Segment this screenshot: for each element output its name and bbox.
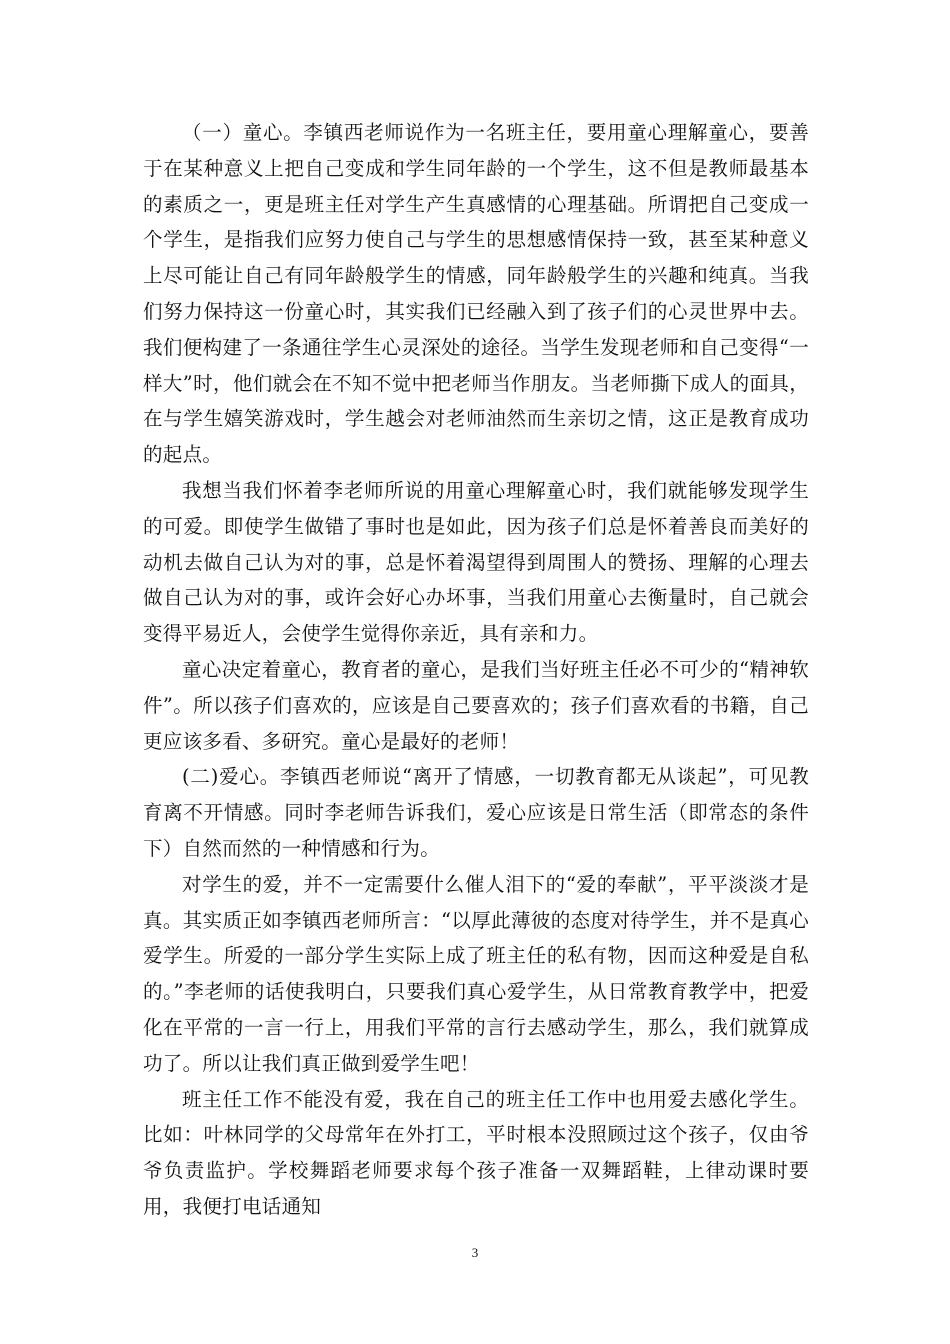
document-body [143,115,809,1225]
paragraph-understanding-students: 我想当我们怀着李老师所说的用童心理解童心时，我们就能够发现学生的可爱。即使学生做错了事时也是如此，因为孩子们总是怀着善良而美好的动机去做自己认为对的事，总是怀着渴望得到周围人的赞扬、理解的心理去做自己认为对的事，或许会好心办坏事，当我们用童心去衡量时，自己就会变得平易近人，会使学生觉得你亲近，具有亲和力。 [143,478,809,646]
page-number: 3 [471,1245,479,1260]
paragraph-childlike-heart: （一）童心。李镇西老师说作为一名班主任，要用童心理解童心，要善于在某种意义上把自己变成和学生同年龄的一个学生，这不但是教师最基本的素质之一，更是班主任对学生产生真感情的心理基础。所谓把自己变成一个学生，是指我们应努力使自己与学生的思想感情保持一致，甚至某种意义上尽可能让自己有同年龄般学生的情感，同年龄般学生的兴趣和纯真。当我们努力保持这一份童心时，其实我们已经融入到了孩子们的心灵世界中去。我们便构建了一条通往学生心灵深处的途径。当学生发现老师和自己变得“一样大”时，他们就会在不知不觉中把老师当作朋友。当老师撕下成人的面具，在与学生嬉笑游戏时，学生越会对老师油然而生亲切之情，这正是教育成功的起点。 [143,121,809,467]
paragraph-spiritual-software: 童心决定着童心，教育者的童心，是我们当好班主任必不可少的“精神软件”。所以孩子们喜欢的，应该是自己要喜欢的；孩子们喜欢看的书籍，自己更应该多看、多研究。童心是最好的老师！ [143,657,809,753]
paragraph-loving-heart: (二)爱心。李镇西老师说“离开了情感，一切教育都无从谈起”，可见教育离不开情感。同时李老师告诉我们，爱心应该是日常生活（即常态的条件下）自然而然的一种情感和行为。 [143,765,809,860]
paragraph-class-teacher-example: 班主任工作不能没有爱，我在自己的班主任工作中也用爱去感化学生。比如：叶林同学的父母常年在外打工，平时根本没照顾过这个孩子，仅由爷爷负责监护。学校舞蹈老师要求每个孩子准备一双舞蹈鞋，上律动课时要用，我便打电话通知 [143,1087,809,1218]
paragraph-love-for-students: 对学生的爱，并不一定需要什么催人泪下的“爱的奉献”，平平淡淡才是真。其实质正如李镇西老师所言：“以厚此薄彼的态度对待学生，并不是真心爱学生。所爱的一部分学生实际上成了班主任的私有物，因而这种爱是自私的。”李老师的话使我明白，只要我们真心爱学生，从日常教育教学中，把爱化在平常的一言一行上，用我们平常的言行去感动学生，那么，我们就算成功了。所以让我们真正做到爱学生吧！ [143,872,809,1075]
